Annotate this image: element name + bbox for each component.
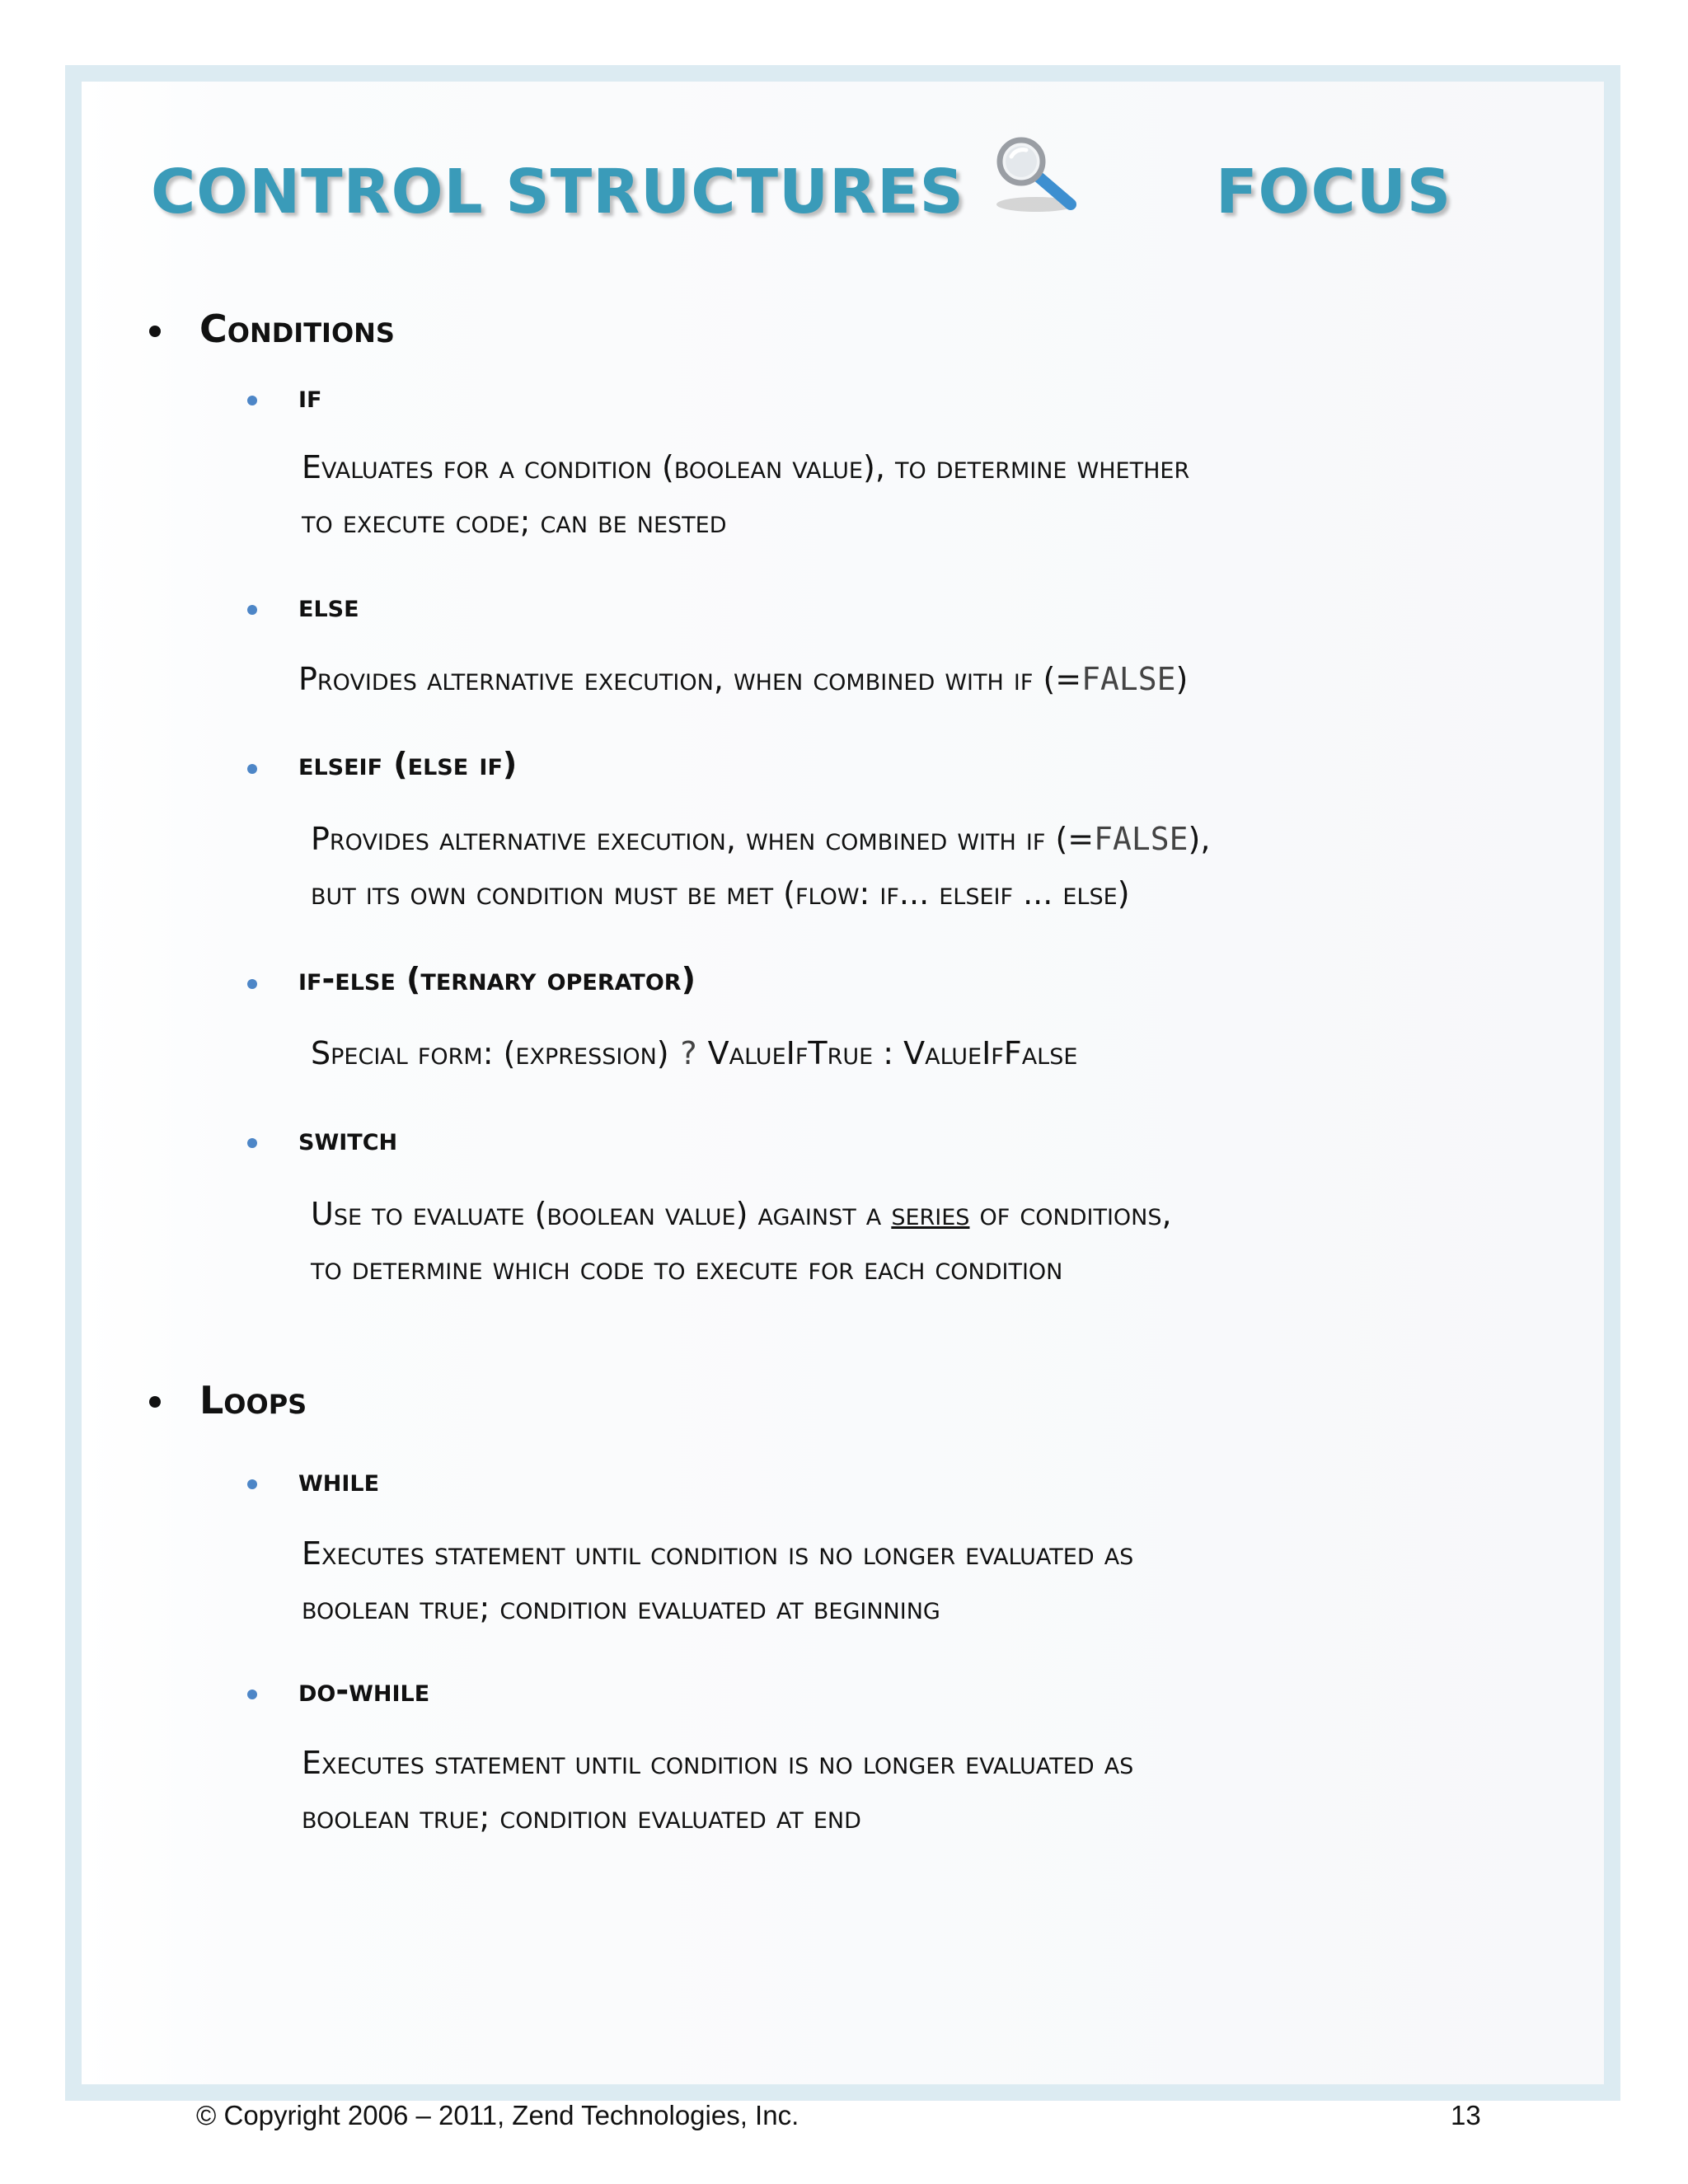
list-bullet xyxy=(247,979,257,989)
list-bullet xyxy=(247,1690,257,1699)
item-heading-elseif: elseif (else if) xyxy=(298,746,518,782)
section-heading-conditions: Conditions xyxy=(199,307,395,351)
item-heading-do-while: do-while xyxy=(298,1672,430,1708)
footer-copyright: © Copyright 2006 – 2011, Zend Technologies, Inc. xyxy=(196,2100,799,2130)
item-description-ternary: Special form: (expression) ? ValueIfTrue : ValueIfFalse xyxy=(311,1035,1078,1071)
list-bullet xyxy=(247,1479,257,1489)
section-bullet xyxy=(149,1396,171,1418)
item-description-switch: Use to evaluate (boolean value) against a series of conditions, to determine which code to execute for each condition xyxy=(311,1196,1172,1286)
item-description-do-while: Executes statement until condition is no longer evaluated as boolean true; condition evaluated at end xyxy=(302,1745,1134,1835)
item-description-if: Evaluates for a condition (boolean value), to determine whether to execute code; can be nested xyxy=(302,449,1190,540)
item-heading-if: if xyxy=(298,378,322,415)
item-description-while: Executes statement until condition is no longer evaluated as boolean true; condition evaluated at beginning xyxy=(302,1535,1134,1626)
page-title: CONTROL STRUCTURES xyxy=(151,157,964,227)
item-heading-else: else xyxy=(298,588,359,624)
item-description-else: Provides alternative execution, when combined with if (=FALSE) xyxy=(298,661,1189,697)
list-bullet xyxy=(247,396,257,405)
page-title-focus: FOCUS xyxy=(1216,157,1452,227)
footer-page-number: 13 xyxy=(1451,2100,1481,2130)
item-heading-switch: switch xyxy=(298,1121,398,1157)
item-description-elseif: Provides alternative execution, when combined with if (=FALSE), but its own condition must be met (flow: if... elseif ... else) xyxy=(311,821,1211,912)
section-heading-loops: Loops xyxy=(199,1378,307,1422)
list-bullet xyxy=(247,1138,257,1148)
section-bullet xyxy=(149,326,171,347)
item-heading-while: while xyxy=(298,1462,380,1498)
magnifier-icon xyxy=(993,134,1082,216)
item-heading-ternary: if-else (ternary operator) xyxy=(298,961,696,997)
list-bullet xyxy=(247,605,257,615)
list-bullet xyxy=(247,764,257,774)
